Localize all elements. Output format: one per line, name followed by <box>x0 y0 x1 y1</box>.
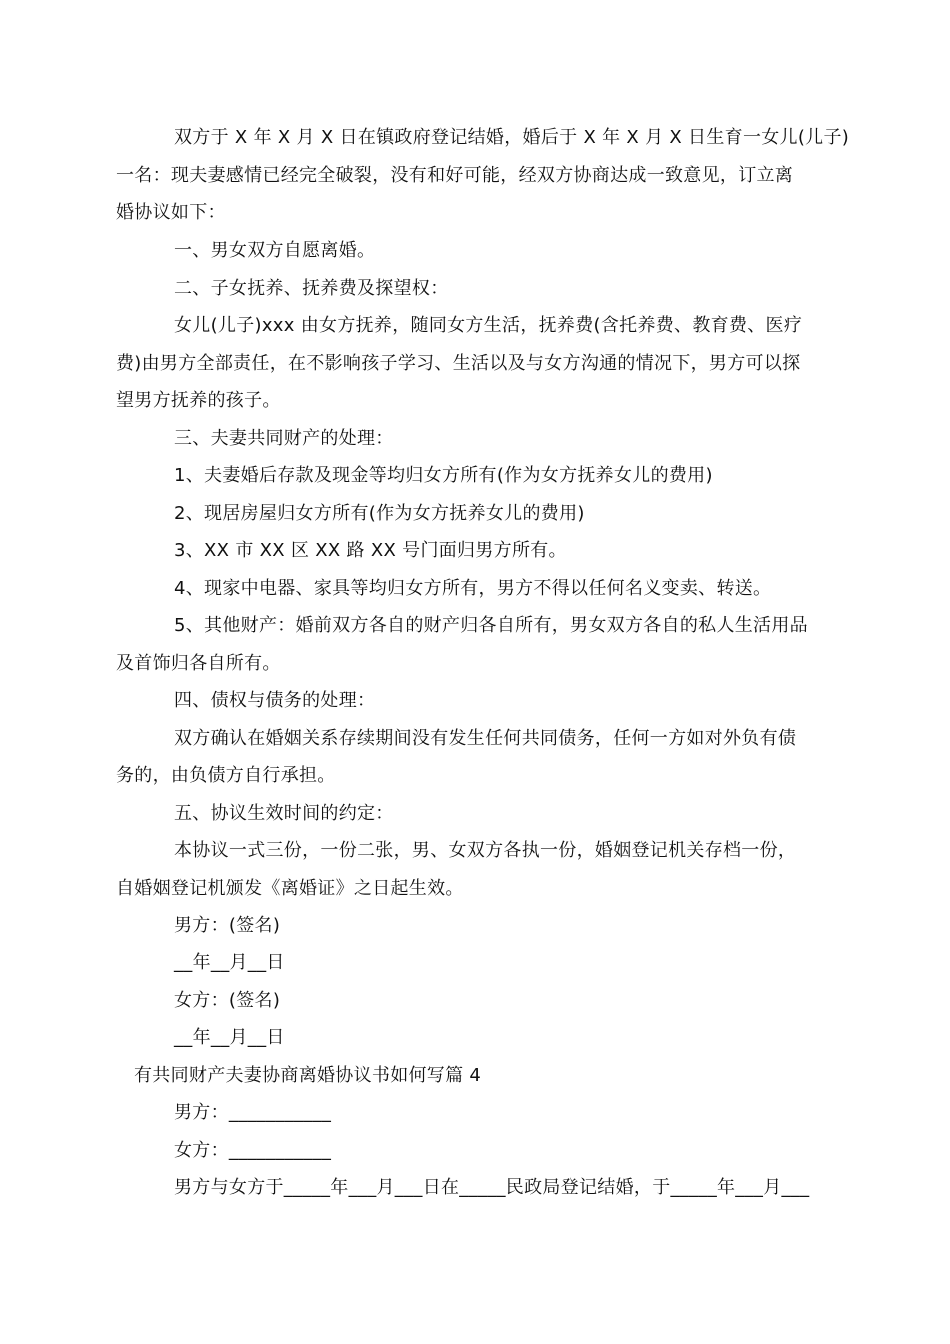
signature-line: 男方：(签名) <box>174 915 281 936</box>
paragraph-line: 男方与女方于_____年___月___日在_____民政局登记结婚，于_____年___月___ <box>174 1177 810 1198</box>
signature-line: 女方：(签名) <box>174 990 281 1011</box>
paragraph-line: 双方确认在婚姻关系存续期间没有发生任何共同债务，任何一方如对外负有债 <box>174 728 797 749</box>
list-item: 3、XX 市 XX 区 XX 路 XX 号门面归男方所有。 <box>174 540 567 561</box>
paragraph-line: 一名：现夫妻感情已经完全破裂，没有和好可能，经双方协商达成一致意见，订立离 <box>116 165 794 186</box>
list-item: 5、其他财产：婚前双方各自的财产归各自所有，男女双方各自的私人生活用品 <box>174 615 808 636</box>
paragraph-line: 双方于 X 年 X 月 X 日在镇政府登记结婚，婚后于 X 年 X 月 X 日生育一女儿(儿子) <box>174 127 850 148</box>
paragraph-line: 望男方抚养的孩子。 <box>116 390 281 411</box>
section-heading: 四、债权与债务的处理： <box>174 690 376 711</box>
paragraph-line: 及首饰归各自所有。 <box>116 653 281 674</box>
paragraph-line: 本协议一式三份，一份二张，男、女双方各执一份，婚姻登记机关存档一份， <box>174 840 797 861</box>
party-line: 男方：___________ <box>174 1102 332 1123</box>
section-heading: 二、子女抚养、抚养费及探望权： <box>174 278 449 299</box>
list-item: 1、夫妻婚后存款及现金等均归女方所有(作为女方抚养女儿的费用) <box>174 465 713 486</box>
paragraph-line: 婚协议如下： <box>116 202 226 223</box>
list-item: 2、现居房屋归女方所有(作为女方抚养女儿的费用) <box>174 503 585 524</box>
date-line: __年__月__日 <box>174 952 285 973</box>
article-title: 有共同财产夫妻协商离婚协议书如何写篇 4 <box>134 1065 482 1086</box>
section-heading: 五、协议生效时间的约定： <box>174 803 394 824</box>
paragraph-line: 务的，由负债方自行承担。 <box>116 765 336 786</box>
section-heading: 三、夫妻共同财产的处理： <box>174 428 394 449</box>
paragraph-line: 女儿(儿子)xxx 由女方抚养，随同女方生活，抚养费(含托养费、教育费、医疗 <box>174 315 803 336</box>
list-item: 4、现家中电器、家具等均归女方所有，男方不得以任何名义变卖、转送。 <box>174 578 772 599</box>
paragraph-line: 费)由男方全部责任，在不影响孩子学习、生活以及与女方沟通的情况下，男方可以探 <box>116 353 801 374</box>
party-line: 女方：___________ <box>174 1140 332 1161</box>
paragraph-line: 自婚姻登记机颁发《离婚证》之日起生效。 <box>116 878 464 899</box>
date-line: __年__月__日 <box>174 1027 285 1048</box>
section-heading: 一、男女双方自愿离婚。 <box>174 240 376 261</box>
